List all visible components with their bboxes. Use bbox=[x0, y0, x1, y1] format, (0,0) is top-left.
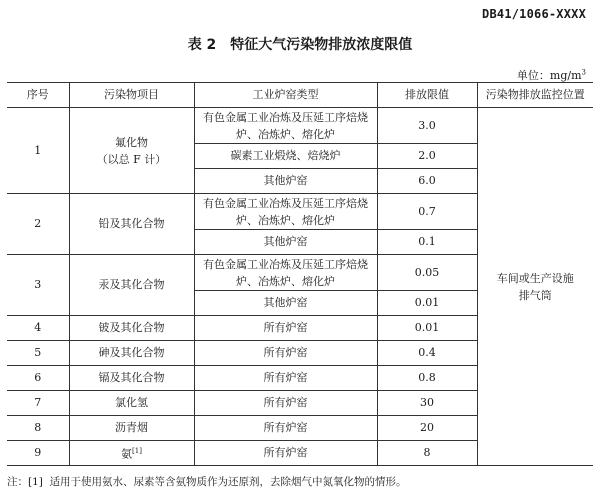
emission-limit: 0.1 bbox=[377, 230, 477, 255]
kiln-type: 有色金属工业冶炼及压延工序焙烧 炉、冶炼炉、熔化炉 bbox=[194, 255, 377, 291]
pollutant-name: 砷及其化合物 bbox=[69, 341, 194, 366]
emission-limit: 30 bbox=[377, 391, 477, 416]
row-no: 9 bbox=[7, 441, 69, 466]
row-no: 7 bbox=[7, 391, 69, 416]
kiln-type: 所有炉窑 bbox=[194, 316, 377, 341]
pollutant-name: 沥青烟 bbox=[69, 416, 194, 441]
unit-label: 单位：$mg/m^3$ bbox=[516, 68, 586, 82]
kiln-type: 其他炉窑 bbox=[194, 291, 377, 316]
row-no: 1 bbox=[7, 108, 69, 194]
emission-limits-table bbox=[7, 82, 593, 466]
header-no: 序号 bbox=[7, 83, 69, 108]
emission-limit: 2.0 bbox=[377, 144, 477, 169]
header-pollutant: 污染物项目 bbox=[69, 83, 194, 108]
kiln-type: 有色金属工业冶炼及压延工序焙烧 炉、冶炼炉、熔化炉 bbox=[194, 194, 377, 230]
kiln-type: 其他炉窑 bbox=[194, 230, 377, 255]
pollutant-name: 铍及其化合物 bbox=[69, 316, 194, 341]
emission-limit: 0.4 bbox=[377, 341, 477, 366]
kiln-type: 所有炉窑 bbox=[194, 391, 377, 416]
emission-limit: 3.0 bbox=[377, 108, 477, 144]
standard-code: DB41/1066-XXXX bbox=[482, 7, 586, 21]
kiln-type: 所有炉窑 bbox=[194, 341, 377, 366]
table-title: 表 2 特征大气污染物排放浓度限值 bbox=[187, 37, 413, 53]
pollutant-name: 氨[1] bbox=[69, 441, 194, 466]
row-no: 3 bbox=[7, 255, 69, 316]
header-limit: 排放限值 bbox=[377, 83, 477, 108]
emission-limit: 0.8 bbox=[377, 366, 477, 391]
row-no: 5 bbox=[7, 341, 69, 366]
header-monitor-location: 污染物排放监控位置 bbox=[477, 83, 593, 108]
emission-limit: 8 bbox=[377, 441, 477, 466]
pollutant-name: 汞及其化合物 bbox=[69, 255, 194, 316]
pollutant-name: 镉及其化合物 bbox=[69, 366, 194, 391]
pollutant-name: 铅及其化合物 bbox=[69, 194, 194, 255]
emission-limit: 6.0 bbox=[377, 169, 477, 194]
kiln-type: 其他炉窑 bbox=[194, 169, 377, 194]
pollutant-name: 氯化氢 bbox=[69, 391, 194, 416]
row-no: 4 bbox=[7, 316, 69, 341]
kiln-type: 所有炉窑 bbox=[194, 416, 377, 441]
table-row bbox=[7, 108, 593, 144]
header-kiln-type: 工业炉窑类型 bbox=[194, 83, 377, 108]
emission-limit: 0.7 bbox=[377, 194, 477, 230]
kiln-type: 有色金属工业冶炼及压延工序焙烧 炉、冶炼炉、熔化炉 bbox=[194, 108, 377, 144]
kiln-type: 所有炉窑 bbox=[194, 441, 377, 466]
kiln-type: 所有炉窑 bbox=[194, 366, 377, 391]
emission-limit: 0.05 bbox=[377, 255, 477, 291]
monitor-location: 车间或生产设施 排气筒 bbox=[477, 108, 593, 466]
row-no: 2 bbox=[7, 194, 69, 255]
pollutant-name: 氟化物 （以总 F 计） bbox=[69, 108, 194, 194]
row-no: 8 bbox=[7, 416, 69, 441]
kiln-type: 碳素工业煅烧、焙烧炉 bbox=[194, 144, 377, 169]
emission-limit: 0.01 bbox=[377, 316, 477, 341]
table-header-row bbox=[7, 83, 593, 108]
row-no: 6 bbox=[7, 366, 69, 391]
footnote-ref: [1] bbox=[132, 447, 142, 456]
emission-limit: 20 bbox=[377, 416, 477, 441]
emission-limit: 0.01 bbox=[377, 291, 477, 316]
footnote: 注：[1] 适用于使用氨水、尿素等含氨物质作为还原剂，去除烟气中氮氧化物的情形。 bbox=[7, 476, 407, 488]
